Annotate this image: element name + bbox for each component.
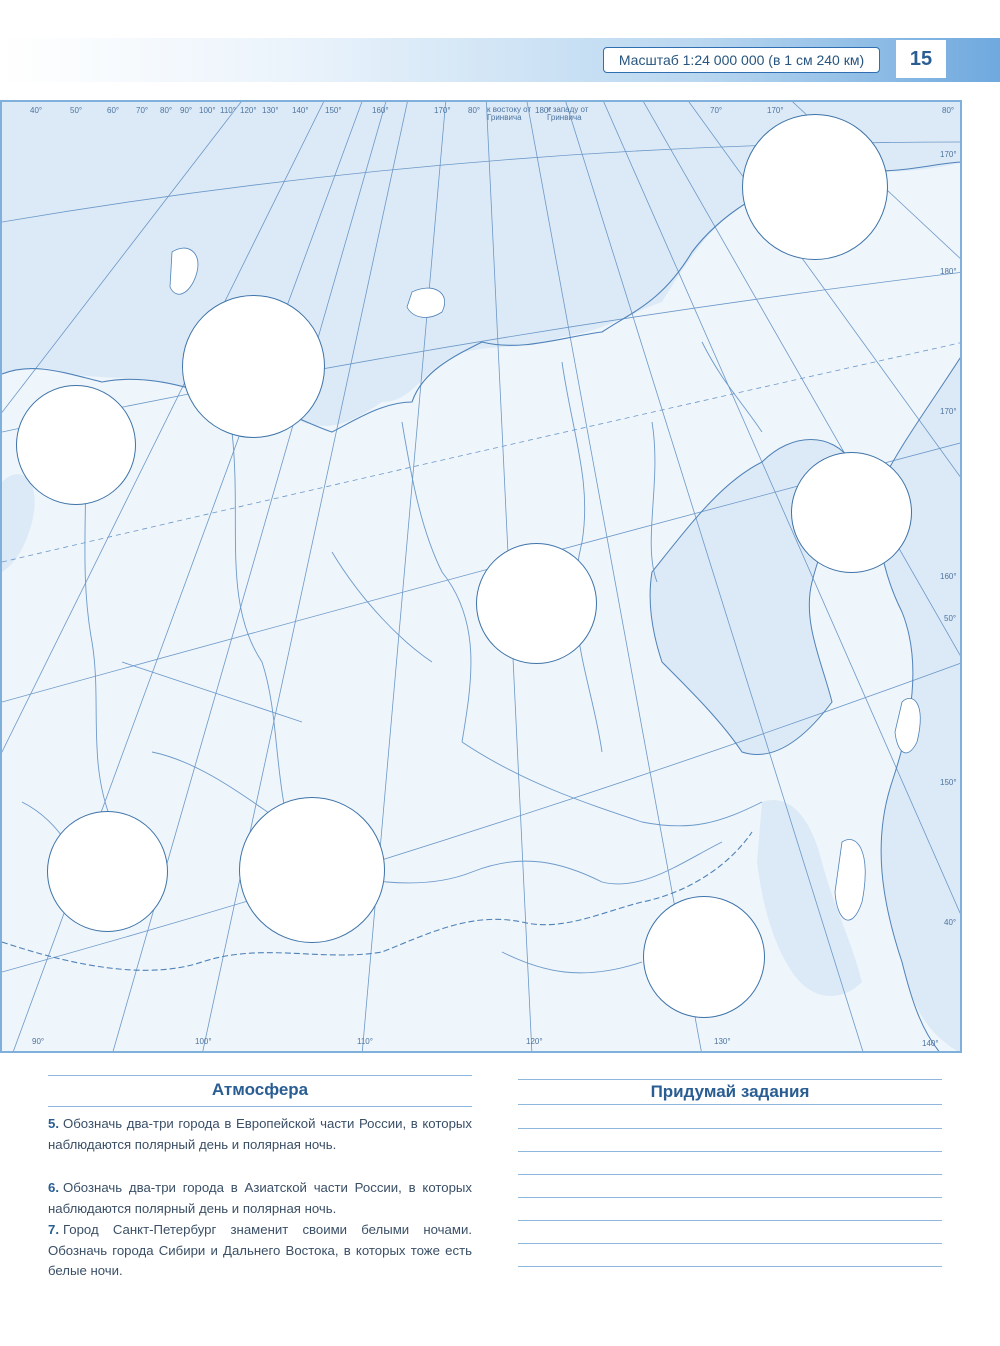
degree-label: 60° — [107, 106, 120, 115]
answer-line[interactable] — [518, 1104, 942, 1105]
degree-label: 130° — [262, 106, 279, 115]
degree-label: 40° — [944, 918, 957, 927]
degree-label: 170° — [767, 106, 784, 115]
degree-label: 80° — [468, 106, 481, 115]
city-label-circle[interactable] — [16, 385, 136, 505]
answer-line[interactable] — [518, 1128, 942, 1129]
degree-label: 140° — [292, 106, 309, 115]
degree-label: 110° — [357, 1037, 373, 1046]
degree-label: 160° — [372, 106, 389, 115]
degree-label: 130° — [714, 1037, 731, 1046]
answer-line[interactable] — [518, 1197, 942, 1198]
page-number: 15 — [896, 40, 946, 78]
task-number: 7. — [48, 1222, 59, 1237]
task-text: Обозначь два-три города в Европейской части России, в которых наблюдаются полярный день и полярная ночь. — [48, 1116, 472, 1152]
degree-label: 50° — [70, 106, 83, 115]
contour-map — [0, 100, 962, 1053]
degree-label: 160° — [940, 572, 957, 581]
city-label-circle[interactable] — [476, 543, 597, 664]
degree-label: 150° — [325, 106, 342, 115]
city-label-circle[interactable] — [643, 896, 765, 1018]
degree-label: 120° — [240, 106, 257, 115]
degree-label: 80° — [160, 106, 173, 115]
degree-label: 50° — [944, 614, 957, 623]
divider — [48, 1106, 472, 1107]
map-scale-label: Масштаб 1:24 000 000 (в 1 см 240 км) — [603, 47, 880, 73]
degree-label: 170° — [940, 150, 957, 159]
degree-label: 120° — [526, 1037, 543, 1046]
western-water — [2, 474, 35, 572]
degree-label: 140° — [922, 1039, 939, 1048]
divider — [518, 1079, 942, 1080]
degree-label: 100° — [199, 106, 216, 115]
answer-line[interactable] — [518, 1174, 942, 1175]
degree-label: 90° — [180, 106, 193, 115]
city-label-circle[interactable] — [47, 811, 168, 932]
degree-label: 170° — [940, 407, 957, 416]
invent-tasks-title: Придумай задания — [650, 1082, 810, 1101]
atmosphere-title: Атмосфера — [211, 1080, 309, 1099]
degree-label: 90° — [32, 1037, 45, 1046]
east-of-greenwich-label: к востоку от Гринвича — [487, 105, 532, 122]
task-5 — [48, 1114, 472, 1155]
answer-line[interactable] — [518, 1151, 942, 1152]
degree-label: 180° — [940, 267, 957, 276]
answer-line[interactable] — [518, 1266, 942, 1267]
task-number: 5. — [48, 1116, 59, 1131]
city-label-circle[interactable] — [742, 114, 888, 260]
city-label-circle[interactable] — [239, 797, 385, 943]
degree-label: 110° — [220, 106, 236, 115]
city-label-circle[interactable] — [182, 295, 325, 438]
west-of-greenwich-label: к западу от Гринвича — [547, 105, 589, 122]
pacific-ocean — [878, 352, 962, 1053]
task-number: 6. — [48, 1180, 59, 1195]
degree-label: 100° — [195, 1037, 212, 1046]
degree-label: 70° — [136, 106, 149, 115]
task-text: Обозначь два-три города в Азиатской части России, в которых наблюдаются полярный день и полярная ночь. — [48, 1180, 472, 1216]
degree-label: 80° — [942, 106, 955, 115]
divider — [48, 1075, 472, 1076]
degree-label: 40° — [30, 106, 43, 115]
city-label-circle[interactable] — [791, 452, 912, 573]
task-text: Город Санкт-Петербург знаменит своими белыми ночами. Обозначь города Сибири и Дальнего Востока, в которых тоже есть белые ночи. — [48, 1222, 472, 1278]
answer-line[interactable] — [518, 1220, 942, 1221]
degree-label: 150° — [940, 778, 957, 787]
degree-label: 170° — [434, 106, 451, 115]
answer-line[interactable] — [518, 1243, 942, 1244]
degree-label: 70° — [710, 106, 723, 115]
task-6 — [48, 1178, 472, 1219]
task-7 — [48, 1220, 472, 1282]
degree-label: 180° — [535, 106, 552, 115]
